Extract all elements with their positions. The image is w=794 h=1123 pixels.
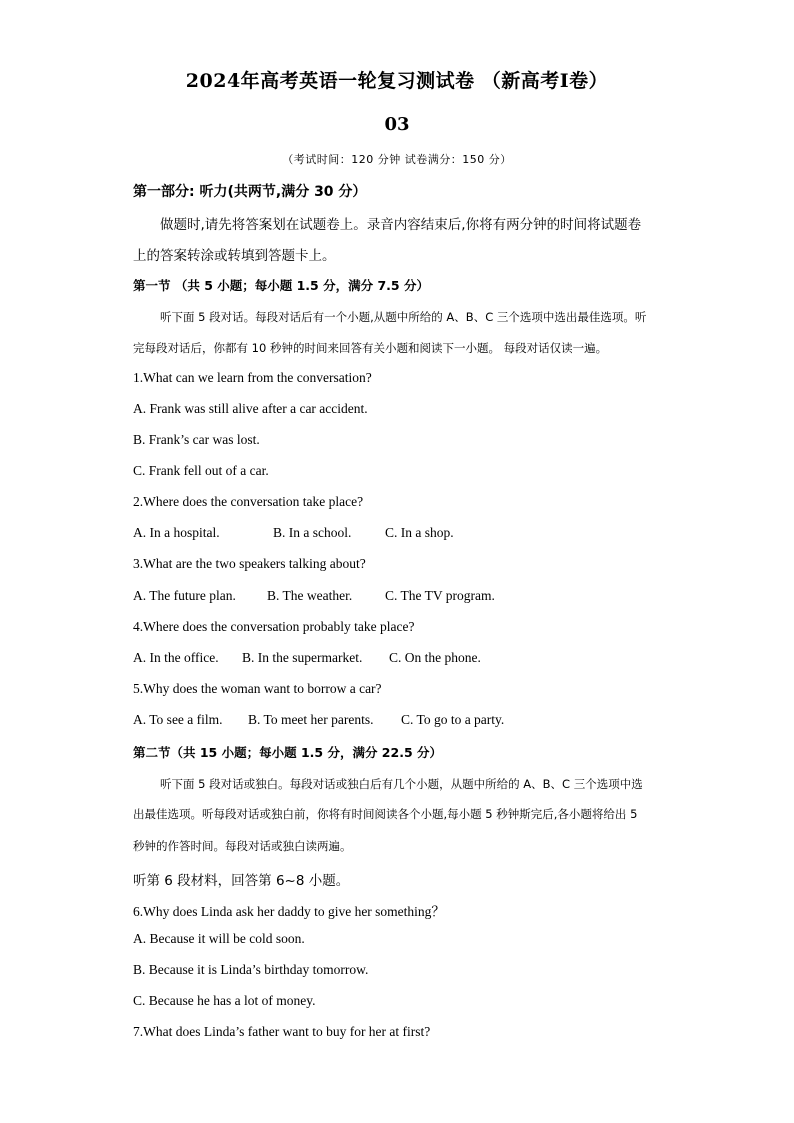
question-4-option-c: C. On the phone. — [389, 650, 481, 665]
question-3-option-b: B. The weather. — [267, 588, 353, 603]
question-5-options — [133, 712, 504, 728]
question-3-options — [133, 588, 495, 604]
page-title: 2024年高考英语一轮复习测试卷 （新高考Ⅰ卷） — [185, 70, 609, 92]
question-2-options — [133, 525, 454, 541]
paper-number: 03 — [384, 114, 410, 135]
question-6-option-c: C. Because he has a lot of money. — [133, 993, 316, 1008]
part1-heading: 第一部分: 听力(共两节,满分 30 分） — [133, 184, 367, 200]
question-5-option-a: A. To see a film. — [133, 712, 223, 727]
part1-intro-line1: 做题时,请先将答案划在试题卷上。录音内容结束后,你将有两分钟的时间将试题卷 — [160, 217, 642, 233]
material-6-heading: 听第 6 段材料，回答第 6~8 小题。 — [133, 873, 350, 889]
question-6-option-a: A. Because it will be cold soon. — [133, 931, 305, 946]
question-2-option-c: C. In a shop. — [385, 525, 454, 540]
question-5-option-c: C. To go to a party. — [401, 712, 505, 727]
part1-intro-line2: 上的答案转涂或转填到答题卡上。 — [133, 248, 336, 264]
question-1-option-c: C. Frank fell out of a car. — [133, 463, 269, 478]
question-4-stem: 4.Where does the conversation probably take place? — [133, 619, 415, 634]
section2-instruction-line1: 听下面 5 段对话或独白。每段对话或独白后有几个小题，从题中所给的 A、B、C 三个选项中选 — [160, 777, 643, 791]
question-6-option-b: B. Because it is Linda’s birthday tomorrow. — [133, 962, 369, 977]
section1-instruction-line1: 听下面 5 段对话。每段对话后有一个小题,从题中所给的 A、B、C 三个选项中选出最佳选项。听 — [160, 310, 647, 324]
question-1-stem: 1.What can we learn from the conversation? — [133, 370, 372, 385]
question-4-options — [133, 650, 481, 666]
question-2-option-b: B. In a school. — [273, 525, 352, 540]
question-1-option-b: B. Frank’s car was lost. — [133, 432, 260, 447]
section2-instruction-line3: 秒钟的作答时间。每段对话或独白读两遍。 — [133, 839, 352, 853]
question-6-stem: 6.Why does Linda ask her daddy to give her something？ — [133, 904, 445, 919]
section1-instruction-line2: 完每段对话后，你都有 10 秒钟的时间来回答有关小题和阅读下一小题。 每段对话仅读一遍。 — [133, 341, 608, 355]
question-5-stem: 5.Why does the woman want to borrow a car? — [133, 681, 382, 696]
question-2-stem: 2.Where does the conversation take place? — [133, 494, 364, 509]
section2-instruction-line2: 出最佳选项。听每段对话或独白前，你将有时间阅读各个小题,每小题 5 秒钟斯完后,各小题将给出 5 — [133, 807, 638, 821]
question-7-stem: 7.What does Linda’s father want to buy for her at first? — [133, 1024, 431, 1039]
question-3-stem: 3.What are the two speakers talking about? — [133, 556, 366, 571]
question-3-option-c: C. The TV program. — [385, 588, 495, 603]
question-5-option-b: B. To meet her parents. — [248, 712, 374, 727]
question-2-option-a: A. In a hospital. — [133, 525, 220, 540]
question-1-option-a: A. Frank was still alive after a car accident. — [133, 401, 368, 416]
section1-heading: 第一节 （共 5 小题；每小题 1.5 分，满分 7.5 分） — [133, 278, 429, 293]
exam-info: （考试时间：120 分钟 试卷满分：150 分） — [282, 153, 512, 166]
question-4-option-b: B. In the supermarket. — [242, 650, 363, 665]
question-4-option-a: A. In the office. — [133, 650, 219, 665]
question-3-option-a: A. The future plan. — [133, 588, 236, 603]
section2-heading: 第二节（共 15 小题；每小题 1.5 分，满分 22.5 分） — [133, 745, 442, 760]
